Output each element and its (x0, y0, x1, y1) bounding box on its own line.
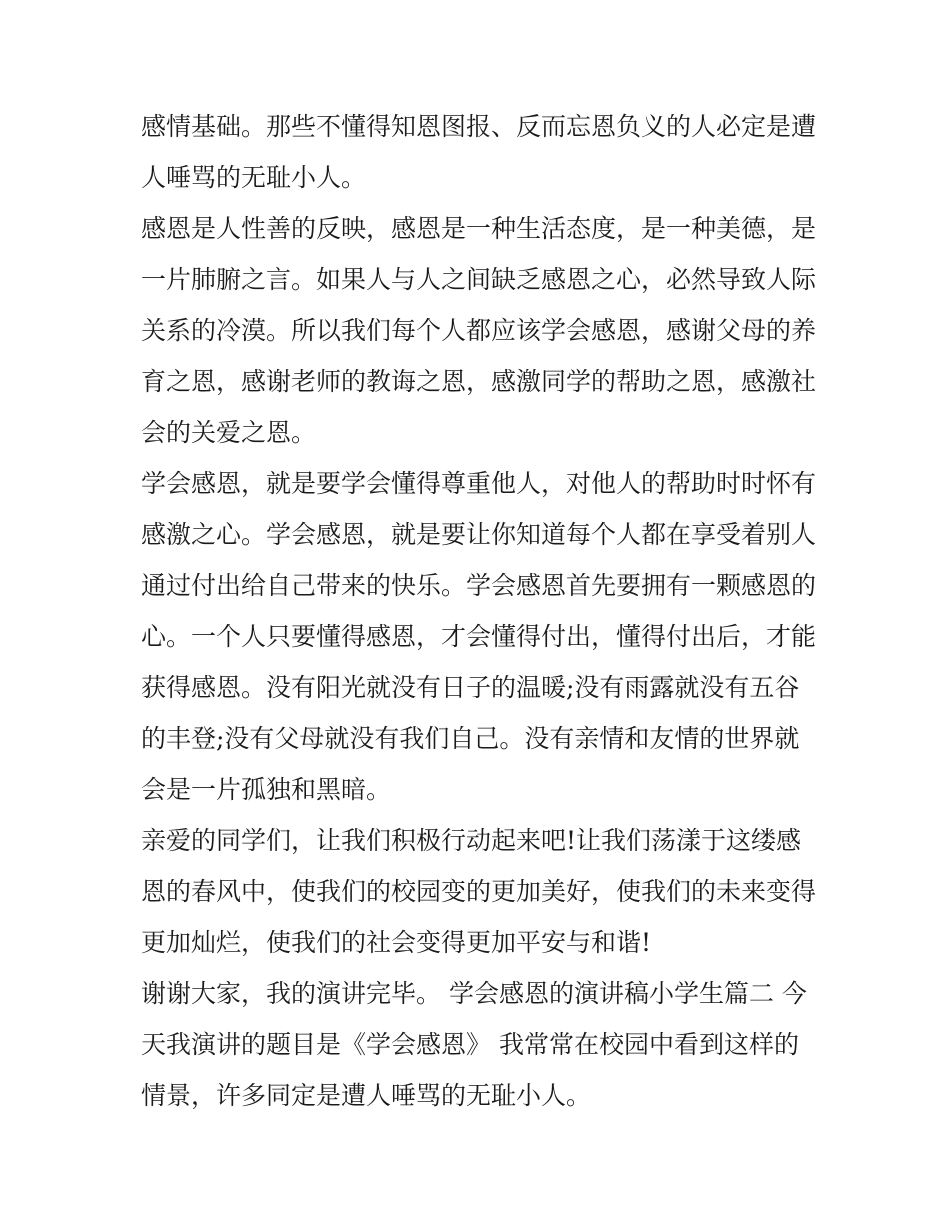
text-line: 的丰登;没有父母就没有我们自己。没有亲情和友情的世界就 (141, 724, 800, 753)
text-line: 通过付出给自己带来的快乐。学会感恩首先要拥有一颗感恩的 (141, 571, 817, 600)
text-line: 学会感恩，就是要学会懂得尊重他人，对他人的帮助时时怀有 (141, 469, 817, 498)
text-line: 更加灿烂，使我们的社会变得更加平安与和谐! (141, 928, 652, 957)
text-line: 心。一个人只要懂得感恩，才会懂得付出，懂得付出后，才能 (141, 622, 817, 651)
text-line: 感激之心。学会感恩，就是要让你知道每个人都在享受着别人 (141, 520, 817, 549)
text-line: 情景，许多同定是遭人唾骂的无耻小人。 (141, 1081, 592, 1110)
text-line: 人唾骂的无耻小人。 (141, 163, 367, 192)
text-line: 天我演讲的题目是《学会感恩》 我常常在校园中看到这样的 (141, 1030, 799, 1059)
text-line: 育之恩，感谢老师的教诲之恩，感激同学的帮助之恩，感激社 (141, 367, 817, 396)
text-line: 恩的春风中，使我们的校园变的更加美好，使我们的未来变得 (141, 877, 817, 906)
text-line: 一片肺腑之言。如果人与人之间缺乏感恩之心，必然导致人际 (141, 265, 817, 294)
text-line: 获得感恩。没有阳光就没有日子的温暖;没有雨露就没有五谷 (141, 673, 800, 702)
document-body (141, 101, 821, 1121)
text-line: 关系的冷漠。所以我们每个人都应该学会感恩，感谢父母的养 (141, 316, 817, 345)
text-line: 会的关爱之恩。 (141, 418, 317, 447)
text-line: 会是一片孤独和黑暗。 (141, 775, 392, 804)
text-line: 感恩是人性善的反映，感恩是一种生活态度，是一种美德，是 (141, 214, 817, 243)
text-line: 亲爱的同学们，让我们积极行动起来吧!让我们荡漾于这缕感 (141, 826, 802, 855)
text-line: 感情基础。那些不懂得知恩图报、反而忘恩负义的人必定是遭 (141, 112, 817, 141)
text-line: 谢谢大家，我的演讲完毕。 学会感恩的演讲稿小学生篇二 今 (141, 979, 807, 1008)
